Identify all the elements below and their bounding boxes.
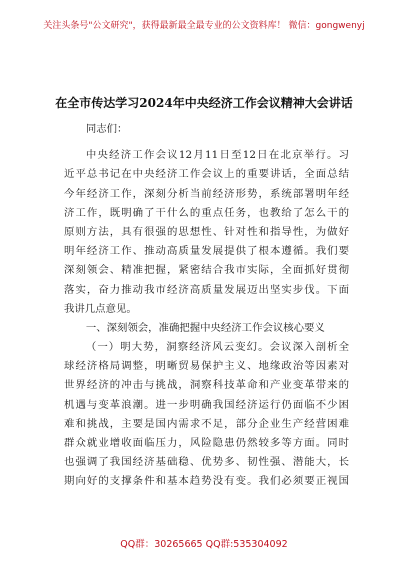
top-banner-text: 关注头条号"公文研究"，获得最新最全最专业的公文资料库！ 微信：gongwenyj xyxy=(43,21,365,31)
paragraph-intro xyxy=(64,146,349,319)
document-title: 在全市传达学习2024年中央经济工作会议精神大会讲话 xyxy=(55,96,353,110)
paragraph-line: 落实，奋力推动我市经济高质量发展迈出坚实步伐。下面 xyxy=(64,283,349,296)
paragraph-line: 济工作，既明确了干什么的重点任务，也教给了怎么干的 xyxy=(64,206,349,219)
footer-contact-text: QQ群：30265665 QQ群:535304092 xyxy=(120,539,288,550)
paragraph-line: 难和挑战，主要是国内需求不足，部分企业生产经营困难 xyxy=(64,417,349,430)
salutation: 同志们： xyxy=(85,123,128,135)
paragraph-line: 原则方法，具有很强的思想性、针对性和指导性，为做好 xyxy=(64,225,349,238)
paragraph-line: 世界经济的冲击与挑战，洞察科技革命和产业变革带来的 xyxy=(64,379,349,392)
paragraph-line: 群众就业增收面临压力，风险隐患仍然较多等方面。同时 xyxy=(64,437,349,449)
paragraph-line: 也强调了我国经济基础稳、优势多、韧性强、潜能大，长 xyxy=(64,456,349,469)
document-body xyxy=(64,120,349,492)
paragraph-line: （一）明大势，洞察经济风云变幻。会议深入剖析全 xyxy=(85,341,349,354)
paragraph-line: 明年经济工作、推动高质量发展提供了根本遵循。我们要 xyxy=(64,245,349,258)
paragraph-line: 机遇与变革浪潮。进一步明确我国经济运行仍面临不少困 xyxy=(64,398,349,411)
paragraph-line: 今年经济工作，深刻分析当前经济形势，系统部署明年经 xyxy=(64,187,349,200)
paragraph-line: 中央经济工作会议12月11日至12日在北京举行。习 xyxy=(85,149,349,162)
paragraph-line: 期向好的支撑条件和基本趋势没有变。我们必须要正视国 xyxy=(64,475,349,488)
paragraph-line: 球经济格局调整，明晰贸易保护主义、地缘政治等因素对 xyxy=(64,360,349,373)
paragraph-line: 深刻领会、精准把握，紧密结合我市实际，全面抓好贯彻 xyxy=(64,264,349,277)
paragraph-section1 xyxy=(64,338,349,492)
section-heading: 一、深刻领会，准确把握中央经济工作会议核心要义 xyxy=(85,321,325,334)
paragraph-line: 近平总书记在中央经济工作会议上的重要讲话，全面总结 xyxy=(64,168,349,181)
paragraph-line: 我讲几点意见。 xyxy=(64,302,137,315)
